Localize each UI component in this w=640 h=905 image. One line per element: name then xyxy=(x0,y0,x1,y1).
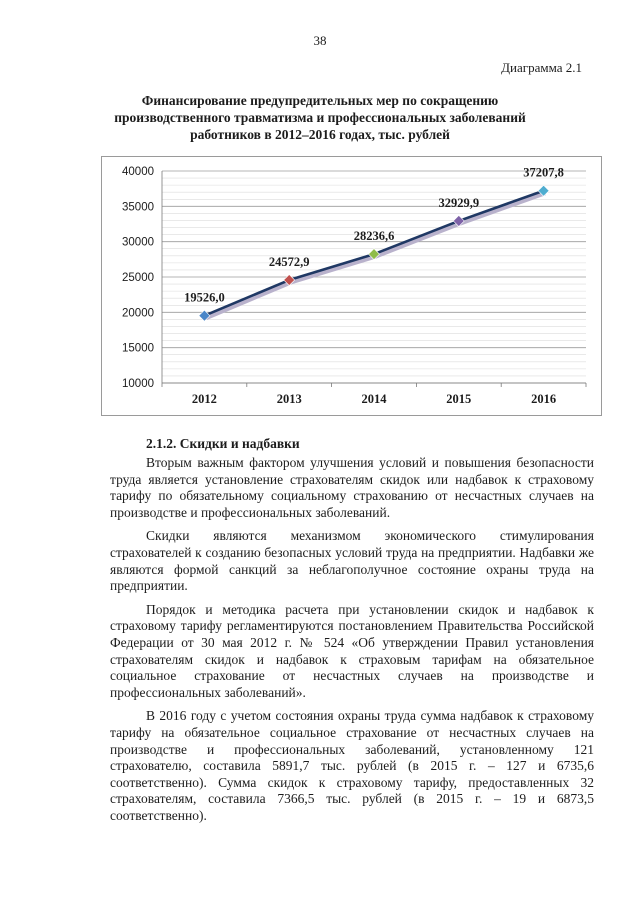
paragraph-2: Скидки являются механизмом экономического стимулирования страхователей к созданию безопасных условий труда на предприятии. Надбавки же являются формой санкций за неблагополучное состояние охраны труда на предприятии. xyxy=(110,528,594,594)
y-tick-label: 10000 xyxy=(122,378,154,390)
y-tick-label: 15000 xyxy=(122,342,154,355)
paragraph-4: В 2016 году с учетом состояния охраны труда сумма надбавок к страховому тарифу на обязательное социальное страхование от несчастных случаев на производстве и профессиональных заболеваний, установленному 121 страхователю, составила 5891,7 тыс. рублей (в 2015 г. – 127 и 6735,6 соответственно). Сумма скидок к страховому тарифу, предоставленных 32 страхователям, составила 7366,5 тыс. рублей (в 2015 г. – 19 и 6873,5 соответственно). xyxy=(110,708,594,823)
page-number: 38 xyxy=(313,33,327,48)
y-tick-label: 40000 xyxy=(122,166,154,178)
x-tick-label: 2012 xyxy=(191,392,217,406)
y-tick-label: 30000 xyxy=(122,236,154,249)
x-tick-label: 2015 xyxy=(446,392,472,406)
paragraph-1: Вторым важным фактором улучшения условий и повышения безопасности труда является установление страхователям скидок или надбавок к страховому тарифу по обязательному социальному страхованию от несчастных случаев на производстве и профессиональных заболеваний. xyxy=(110,455,594,520)
y-tick-label: 20000 xyxy=(122,307,154,320)
y-tick-label: 25000 xyxy=(122,272,154,284)
data-label: 32929,9 xyxy=(438,195,480,210)
data-label: 28236,6 xyxy=(353,229,395,244)
paragraph-3: Порядок и методика расчета при установлении скидок и надбавок к страховому тарифу регламентируются постановлением Правительства Российской Федерации от 30 мая 2012 г. № 524 «Об утверждении Правил установления страхователям скидок и надбавок к страховым тарифам на обязательное социальное страхование от несчастных случаев на производстве и профессиональных заболеваний». xyxy=(110,601,594,700)
x-tick-label: 2013 xyxy=(276,392,302,406)
section-heading: 2.1.2. Скидки и надбавки xyxy=(146,436,300,451)
x-tick-label: 2016 xyxy=(531,392,557,406)
y-tick-label: 35000 xyxy=(122,201,154,214)
x-tick-label: 2014 xyxy=(361,392,387,406)
data-label: 19526,0 xyxy=(184,290,225,305)
chart-title: Финансирование предупредительных мер по сокращению производственного травматизма и профессиональных заболеваний работников в 2012–2016 годах, тыс. рублей xyxy=(114,93,526,142)
chart-frame xyxy=(101,156,602,416)
data-label: 24572,9 xyxy=(268,255,310,270)
data-label: 37207,8 xyxy=(523,165,564,180)
line-chart xyxy=(102,157,601,415)
diagram-label: Диаграмма 2.1 xyxy=(501,60,582,75)
body-text xyxy=(110,455,594,831)
